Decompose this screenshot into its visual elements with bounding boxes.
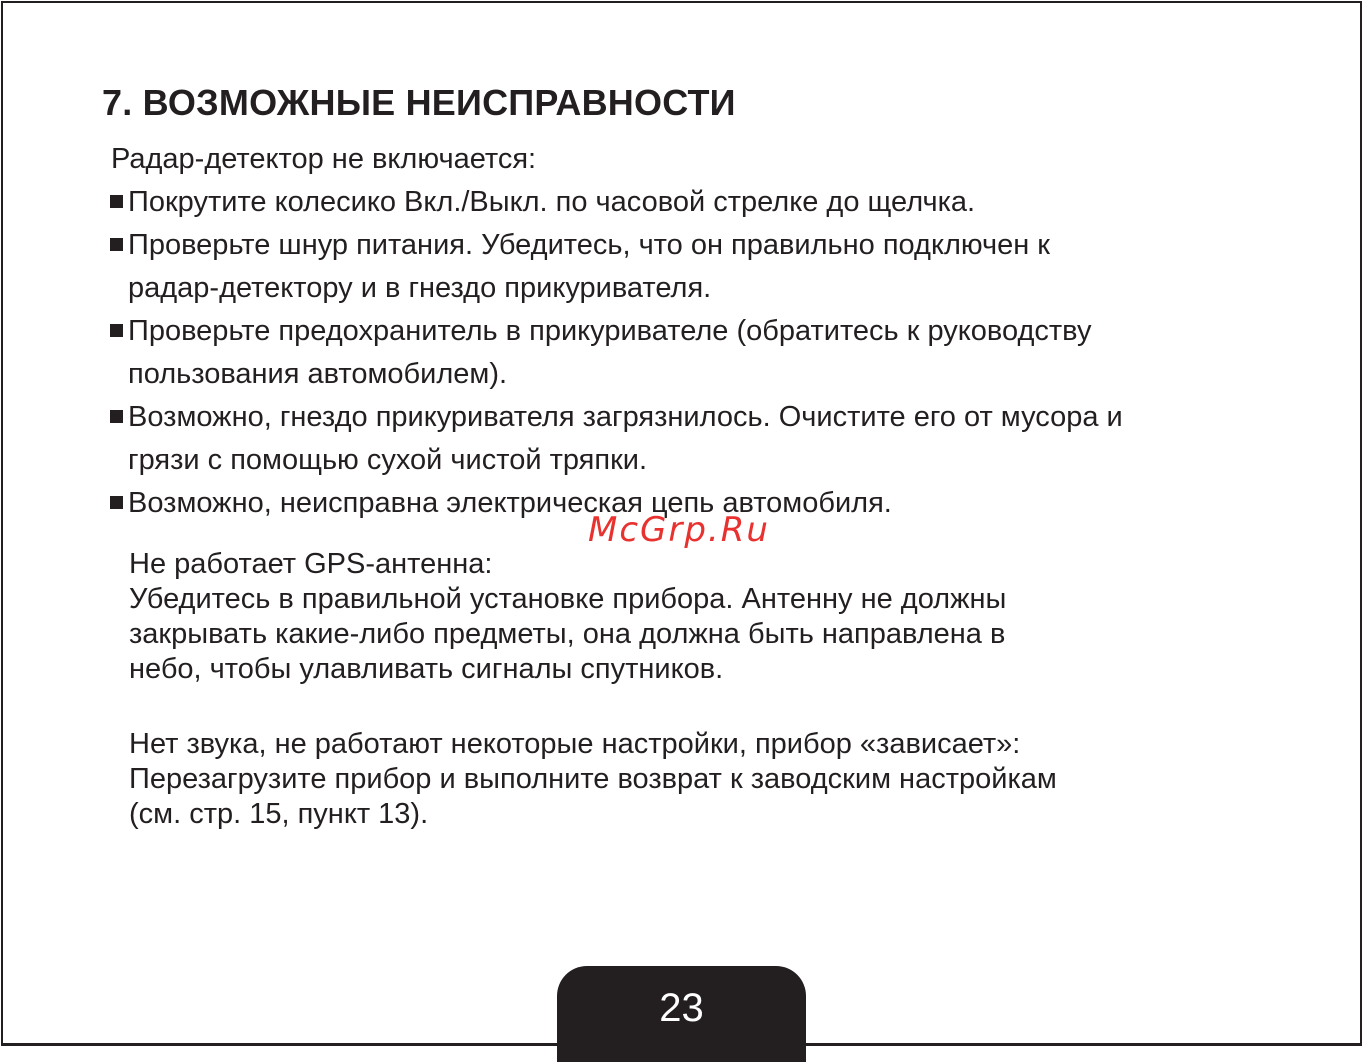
watermark: McGrp.Ru: [588, 510, 770, 550]
square-bullet-icon: [110, 496, 123, 509]
radar-issue-heading: Радар-детектор не включается:: [111, 143, 537, 175]
list-item-line: Возможно, гнездо прикуривателя загрязнилось. Очистите его от мусора и: [128, 401, 1123, 433]
gps-issue-section: [129, 547, 1006, 687]
page-title: 7. ВОЗМОЖНЫЕ НЕИСПРАВНОСТИ: [102, 82, 736, 123]
page-number-tab: [557, 966, 806, 1062]
sound-issue-line: (см. стр. 15, пункт 13).: [129, 798, 429, 830]
list-item-line: Покрутите колесико Вкл./Выкл. по часовой стрелке до щелчка.: [128, 186, 976, 218]
list-item-line: Возможно, неисправна электрическая цепь автомобиля.: [128, 487, 892, 519]
gps-issue-heading: Не работает GPS-антенна:: [129, 548, 493, 580]
list-item-line: радар-детектору и в гнездо прикуривателя.: [128, 272, 712, 304]
list-item-line: пользования автомобилем).: [128, 358, 508, 390]
list-item: [108, 224, 1123, 310]
gps-issue-line: Убедитесь в правильной установке прибора. Антенну не должны: [129, 583, 1007, 615]
radar-issue-list: [108, 181, 1123, 525]
gps-issue-line: закрывать какие-либо предметы, она должна быть направлена в: [129, 618, 1006, 650]
sound-issue-line: Перезагрузите прибор и выполните возврат к заводским настройкам: [129, 763, 1057, 795]
square-bullet-icon: [110, 324, 123, 337]
list-item: [108, 310, 1123, 396]
square-bullet-icon: [110, 238, 123, 251]
list-item-line: Проверьте шнур питания. Убедитесь, что он правильно подключен к: [128, 229, 1050, 261]
page-number: 23: [659, 986, 704, 1030]
gps-issue-line: небо, чтобы улавливать сигналы спутников.: [129, 653, 724, 685]
sound-issue-heading: Нет звука, не работают некоторые настройки, прибор «зависает»:: [129, 728, 1021, 760]
square-bullet-icon: [110, 195, 123, 208]
list-item-line: грязи с помощью сухой чистой тряпки.: [128, 444, 648, 476]
list-item-line: Проверьте предохранитель в прикуривателе (обратитесь к руководству: [128, 315, 1092, 347]
list-item: [108, 396, 1123, 482]
sound-issue-section: [129, 727, 1057, 832]
list-item: [108, 181, 1123, 224]
square-bullet-icon: [110, 410, 123, 423]
